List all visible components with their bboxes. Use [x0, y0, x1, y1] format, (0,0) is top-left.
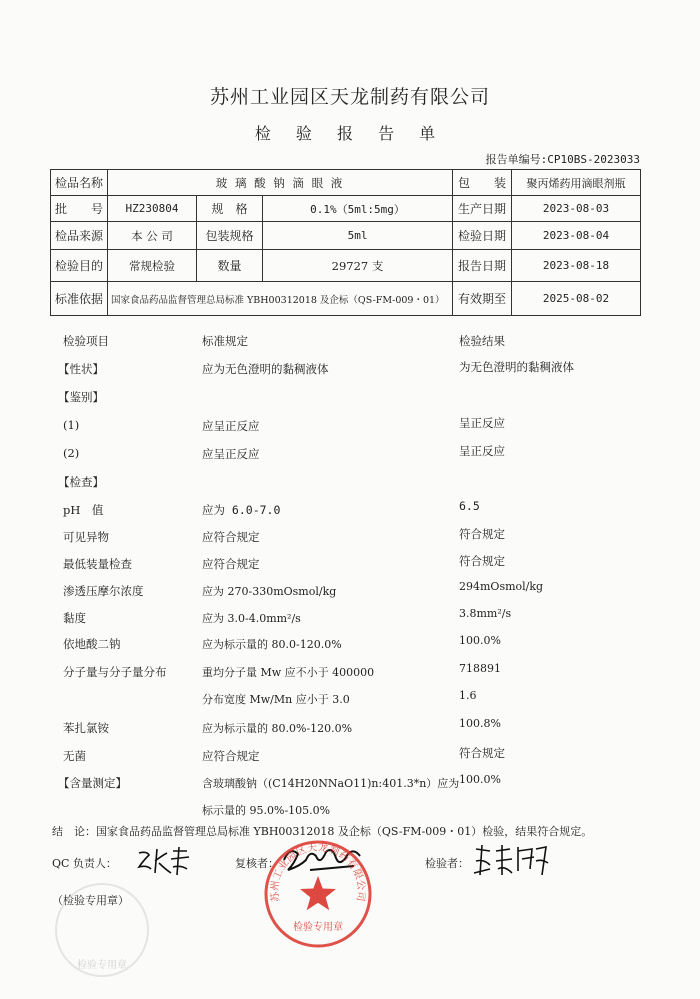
result-row-result: 3.8mm²/s — [459, 607, 512, 620]
svg-text:检验专用章: 检验专用章 — [77, 960, 127, 971]
result-row-item: (1) — [63, 418, 80, 432]
result-row-item: 苯扎氯铵 — [63, 721, 109, 735]
result-row-standard: 标示量的 95.0%-105.0% — [202, 804, 331, 817]
result-row-standard: 应符合规定 — [202, 530, 260, 544]
result-row-item: 无菌 — [63, 749, 86, 763]
qc-signature-icon — [135, 845, 190, 877]
results-header-standard: 标准规定 — [202, 334, 248, 348]
reviewer-label: 复核者： — [235, 857, 279, 870]
product-name-label: 检品名称 — [51, 170, 108, 196]
result-row-standard: 重均分子量 Mw 应不小于 400000 — [202, 666, 375, 679]
result-row-result: 符合规定 — [459, 554, 505, 568]
result-row-standard: 应为 6.0-7.0 — [202, 503, 281, 517]
result-row-item: pH 值 — [63, 503, 104, 517]
source-value: 本 公 司 — [108, 222, 197, 250]
result-row-result: 100.0% — [459, 634, 501, 647]
product-name-value: 玻 璃 酸 钠 滴 眼 液 — [108, 170, 453, 196]
result-row-item: 黏度 — [63, 611, 86, 625]
report-date-label: 报告日期 — [453, 250, 512, 282]
report-number: 报告单编号:CP10BS-2023033 — [485, 153, 640, 166]
result-row-item: 【检查】 — [58, 475, 104, 489]
result-row-standard: 应呈正反应 — [202, 447, 260, 461]
faint-seal-icon — [52, 880, 152, 980]
valid-value: 2025-08-02 — [512, 282, 641, 316]
result-row-result: 6.5 — [459, 499, 480, 513]
production-date-value: 2023-08-03 — [512, 196, 641, 222]
document-title: 检 验 报 告 单 — [254, 124, 446, 143]
result-row-result: 符合规定 — [459, 527, 505, 541]
package-label: 包 装 — [453, 170, 512, 196]
package-value: 聚丙烯药用滴眼剂瓶 — [512, 170, 641, 196]
standard-label: 标准依据 — [51, 282, 108, 316]
report-date-value: 2023-08-18 — [512, 250, 641, 282]
spec-value: 0.1%（5ml:5mg） — [263, 196, 453, 222]
batch-value: HZ230804 — [108, 196, 197, 222]
results-header-result: 检验结果 — [459, 334, 505, 348]
result-row-standard: 应为无色澄明的黏稠液体 — [202, 362, 329, 376]
result-row-item: 分子量与分子量分布 — [63, 665, 167, 679]
production-date-label: 生产日期 — [453, 196, 512, 222]
stamp-note: （检验专用章） — [52, 894, 129, 907]
conclusion: 结 论：国家食品药品监督管理总局标准 YBH00312018 及企标（QS-FM-009・01）检验，结果符合规定。 — [52, 825, 593, 838]
result-row-item: 依地酸二钠 — [63, 637, 121, 651]
result-row-result: 100.8% — [459, 717, 501, 730]
test-date-value: 2023-08-04 — [512, 222, 641, 250]
result-row-result: 符合规定 — [459, 746, 505, 760]
inspector-label: 检验者： — [425, 857, 469, 870]
result-row-result: 呈正反应 — [459, 444, 505, 458]
result-row-result: 1.6 — [459, 689, 477, 702]
package-spec-label: 包装规格 — [197, 222, 263, 250]
result-row-standard: 应符合规定 — [202, 557, 260, 571]
inspector-signature-icon — [472, 843, 550, 879]
company-name: 苏州工业园区天龙制药有限公司 — [209, 86, 490, 108]
result-row-result: 呈正反应 — [459, 416, 505, 430]
svg-text:苏州工业园区天龙制药有限公司: 苏州工业园区天龙制药有限公司 — [269, 842, 367, 903]
svg-text:检验专用章: 检验专用章 — [293, 922, 343, 933]
result-row-result: 为无色澄明的黏稠液体 — [459, 360, 574, 374]
source-label: 检品来源 — [51, 222, 108, 250]
result-row-standard: 应为 3.0-4.0mm²/s — [202, 612, 301, 625]
result-row-standard: 分布宽度 Mw/Mn 应小于 3.0 — [202, 693, 350, 706]
purpose-value: 常规检验 — [108, 250, 197, 282]
result-row-standard: 应为标示量的 80.0%-120.0% — [202, 722, 353, 735]
test-date-label: 检验日期 — [453, 222, 512, 250]
result-row-item: 渗透压摩尔浓度 — [63, 584, 144, 598]
result-row-result: 718891 — [459, 662, 501, 675]
inspection-seal-icon — [262, 838, 374, 950]
result-row-item: 最低装量检查 — [63, 557, 132, 571]
result-row-item: 【含量测定】 — [58, 776, 127, 790]
quantity-label: 数量 — [197, 250, 263, 282]
result-row-standard: 应符合规定 — [202, 749, 260, 763]
quantity-value: 29727 支 — [263, 250, 453, 282]
result-row-standard: 应为标示量的 80.0-120.0% — [202, 638, 342, 651]
qc-label: QC 负责人： — [52, 857, 117, 870]
batch-label: 批 号 — [51, 196, 108, 222]
result-row-standard: 应呈正反应 — [202, 419, 260, 433]
info-table — [50, 169, 641, 316]
result-row-result: 294mOsmol/kg — [459, 580, 544, 593]
result-row-item: 【鉴别】 — [58, 390, 104, 404]
spec-label: 规 格 — [197, 196, 263, 222]
valid-label: 有效期至 — [453, 282, 512, 316]
result-row-standard: 应为 270-330mOsmol/kg — [202, 585, 337, 598]
package-spec-value: 5ml — [263, 222, 453, 250]
result-row-item: (2) — [63, 446, 80, 460]
purpose-label: 检验目的 — [51, 250, 108, 282]
result-row-item: 可见异物 — [63, 530, 109, 544]
results-header-item: 检验项目 — [63, 334, 109, 348]
result-row-result: 100.0% — [459, 773, 501, 786]
result-row-item: 【性状】 — [58, 362, 104, 376]
standard-value: 国家食品药品监督管理总局标准 YBH00312018 及企标（QS-FM-009・01） — [108, 282, 453, 316]
result-row-standard: 含玻璃酸钠（(C14H20NNaO11)n:401.3*n）应为 — [202, 777, 460, 790]
